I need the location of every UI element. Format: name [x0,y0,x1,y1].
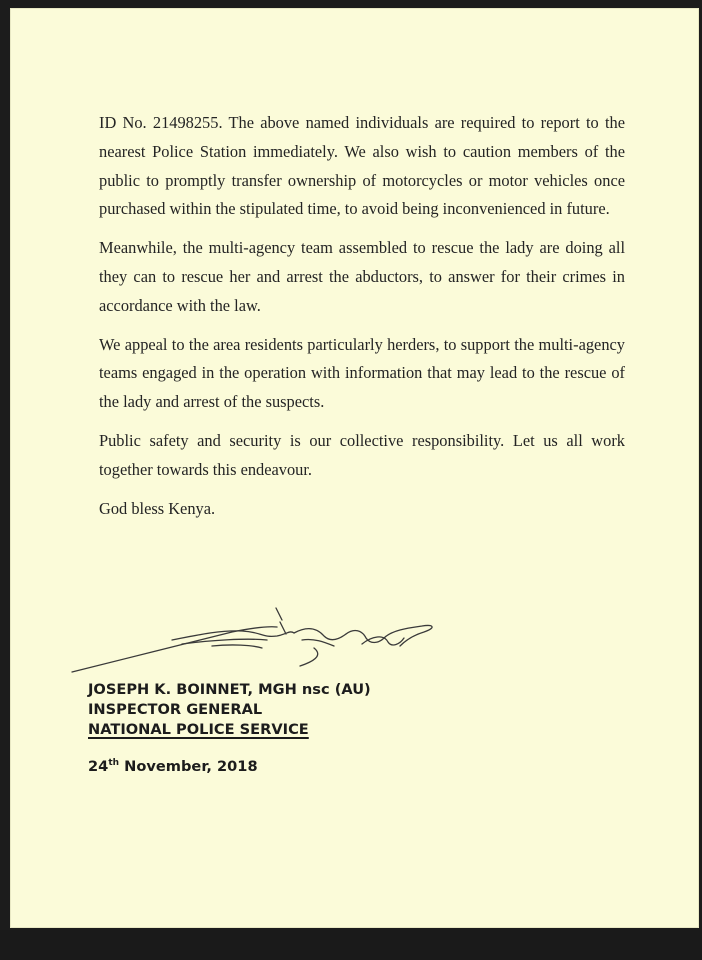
bottom-frame-bar [0,930,702,960]
letter-body [99,109,625,533]
paragraph-appeal: We appeal to the area residents particularly herders, to support the multi-agency teams engaged in the operation with information that may lead to the rescue of the lady and arrest of the suspects. [99,334,625,412]
document-date [88,758,258,775]
paragraph-rescue-team: Meanwhile, the multi-agency team assembled to rescue the lady are doing all they can to rescue her and arrest the abductors, to answer for their crimes in accordance with the law. [99,238,625,315]
paragraph-public-safety: Public safety and security is our collective responsibility. Let us all work together towards this endeavour. [99,430,625,479]
document-page [10,8,699,928]
signatory-title: INSPECTOR GENERAL [88,701,263,718]
handwritten-signature [62,600,442,690]
closing-blessing: God bless Kenya. [99,498,216,518]
date-day: 24 [88,758,109,775]
paragraph-reporting-notice: ID No. 21498255. The above named individuals are required to report to the nearest Police Station immediately. We also wish to caution members of the public to promptly transfer ownership of motorcycles or motor vehicles once purchased within the stipulated time, to avoid being inconvenienced in future. [99,113,625,219]
date-day-suffix: th [108,758,120,768]
signatory-name: JOSEPH K. BOINNET, MGH nsc (AU) [88,681,371,698]
signatory-organization: NATIONAL POLICE SERVICE [88,721,309,738]
date-month-year: November, 2018 [119,758,258,775]
signature-block [88,680,371,740]
